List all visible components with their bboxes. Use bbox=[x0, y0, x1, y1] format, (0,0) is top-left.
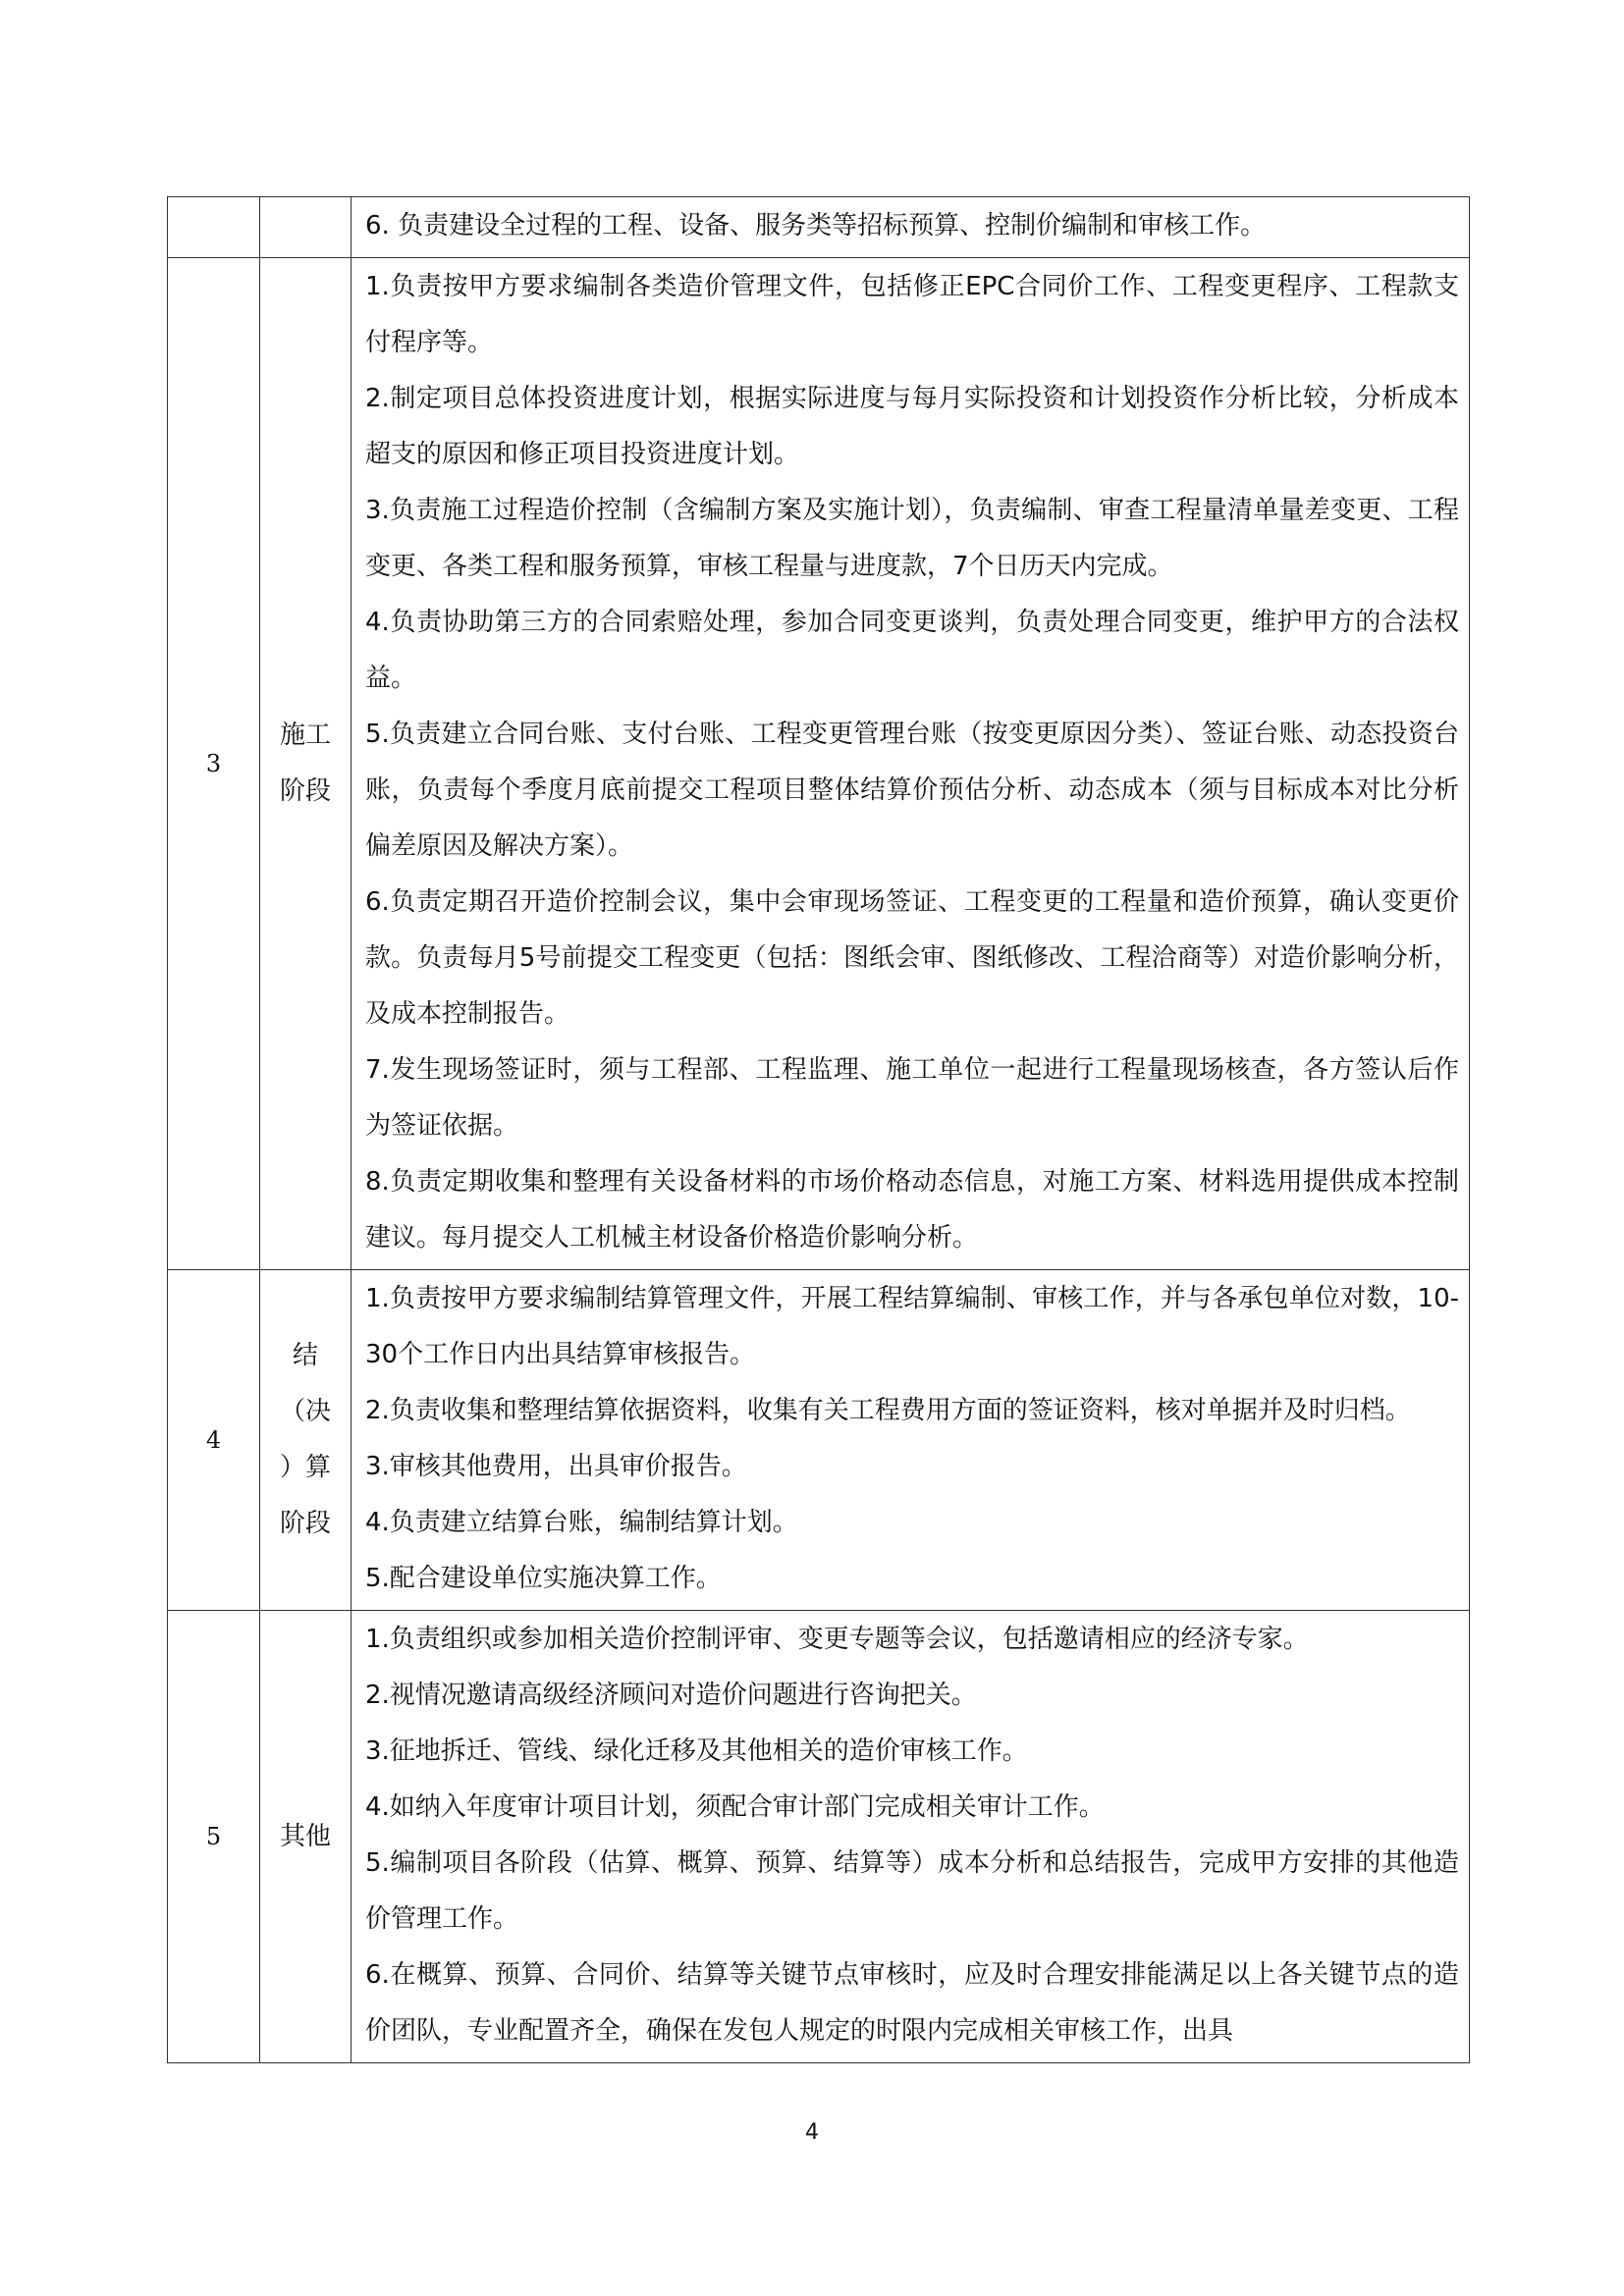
responsibility-item: 1.负责按甲方要求编制结算管理文件，开展工程结算编制、审核工作，并与各承包单位对数，10-30个工作日内出具结算审核报告。 bbox=[365, 1284, 1459, 1369]
responsibility-item: 3.负责施工过程造价控制（含编制方案及实施计划），负责编制、审查工程量清单量差变更、工程变更、各类工程和服务预算，审核工程量与进度款，7个日历天内完成。 bbox=[365, 496, 1459, 581]
content-cell bbox=[352, 197, 1470, 258]
stage-label-line: （决 bbox=[279, 1397, 331, 1426]
responsibility-item: 6.在概算、预算、合同价、结算等关键节点审核时，应及时合理安排能满足以上各关键节点的造价团队，专业配置齐全，确保在发包人规定的时限内完成相关审核工作，出具 bbox=[365, 1960, 1459, 2046]
responsibility-item: 2.制定项目总体投资进度计划，根据实际进度与每月实际投资和计划投资作分析比较，分析成本超支的原因和修正项目投资进度计划。 bbox=[365, 384, 1459, 469]
stage-label-line: 阶段 bbox=[279, 1509, 331, 1538]
row-number-cell: 3 bbox=[168, 258, 260, 1270]
responsibility-item: 1.负责组织或参加相关造价控制评审、变更专题等会议，包括邀请相应的经济专家。 bbox=[365, 1625, 1309, 1654]
row-number-cell: 5 bbox=[168, 1611, 260, 2063]
responsibility-item: 6.负责定期召开造价控制会议，集中会审现场签证、工程变更的工程量和造价预算，确认变更价款。负责每月5号前提交工程变更（包括：图纸会审、图纸修改、工程洽商等）对造价影响分析，及成本控制报告。 bbox=[365, 887, 1459, 1029]
row-number-cell: 4 bbox=[168, 1270, 260, 1611]
stage-label-line: ）算 bbox=[279, 1453, 331, 1482]
table-row bbox=[168, 258, 1470, 1270]
responsibility-item: 5.配合建设单位实施决算工作。 bbox=[365, 1564, 722, 1593]
responsibility-item: 1.负责按甲方要求编制各类造价管理文件，包括修正EPC合同价工作、工程变更程序、工程款支付程序等。 bbox=[365, 272, 1459, 357]
table-row bbox=[168, 1270, 1470, 1611]
responsibility-item: 4.负责建立结算台账，编制结算计划。 bbox=[365, 1508, 798, 1537]
stage-label-line: 结 bbox=[292, 1341, 318, 1370]
responsibility-item: 4.如纳入年度审计项目计划，须配合审计部门完成相关审计工作。 bbox=[365, 1792, 1105, 1822]
page-number: 4 bbox=[805, 2120, 819, 2145]
table-body bbox=[168, 197, 1470, 2063]
responsibility-item: 3.审核其他费用，出具审价报告。 bbox=[365, 1452, 747, 1481]
table-row bbox=[168, 197, 1470, 258]
content-cell bbox=[352, 1270, 1470, 1611]
content-cell bbox=[352, 258, 1470, 1270]
stage-cell bbox=[260, 197, 352, 258]
stage-label-line: 阶段 bbox=[279, 776, 331, 806]
responsibility-item: 3.征地拆迁、管线、绿化迁移及其他相关的造价审核工作。 bbox=[365, 1736, 1028, 1766]
responsibility-item: 2.负责收集和整理结算依据资料，收集有关工程费用方面的签证资料，核对单据并及时归档。 bbox=[365, 1396, 1411, 1425]
responsibility-item: 5.编制项目各阶段（估算、概算、预算、结算等）成本分析和总结报告，完成甲方安排的其他造价管理工作。 bbox=[365, 1848, 1459, 1934]
stage-cell bbox=[260, 1611, 352, 2063]
stage-label-line: 施工 bbox=[279, 721, 331, 750]
responsibility-item: 7.发生现场签证时，须与工程部、工程监理、施工单位一起进行工程量现场核查，各方签认后作为签证依据。 bbox=[365, 1055, 1459, 1141]
responsibility-table bbox=[167, 196, 1470, 2063]
responsibility-item: 6. 负责建设全过程的工程、设备、服务类等招标预算、控制价编制和审核工作。 bbox=[365, 211, 1267, 240]
row-number-cell bbox=[168, 197, 260, 258]
stage-cell bbox=[260, 258, 352, 1270]
responsibility-item: 8.负责定期收集和整理有关设备材料的市场价格动态信息，对施工方案、材料选用提供成本控制建议。每月提交人工机械主材设备价格造价影响分析。 bbox=[365, 1167, 1459, 1253]
content-cell bbox=[352, 1611, 1470, 2063]
responsibility-item: 5.负责建立合同台账、支付台账、工程变更管理台账（按变更原因分类）、签证台账、动态投资台账，负责每个季度月底前提交工程项目整体结算价预估分析、动态成本（须与目标成本对比分析偏差原因及解决方案）。 bbox=[365, 720, 1459, 861]
responsibility-item: 2.视情况邀请高级经济顾问对造价问题进行咨询把关。 bbox=[365, 1681, 977, 1710]
stage-label-line: 其他 bbox=[279, 1821, 331, 1851]
stage-cell bbox=[260, 1270, 352, 1611]
table-row bbox=[168, 1611, 1470, 2063]
responsibility-item: 4.负责协助第三方的合同索赔处理，参加合同变更谈判，负责处理合同变更，维护甲方的合法权益。 bbox=[365, 608, 1459, 693]
